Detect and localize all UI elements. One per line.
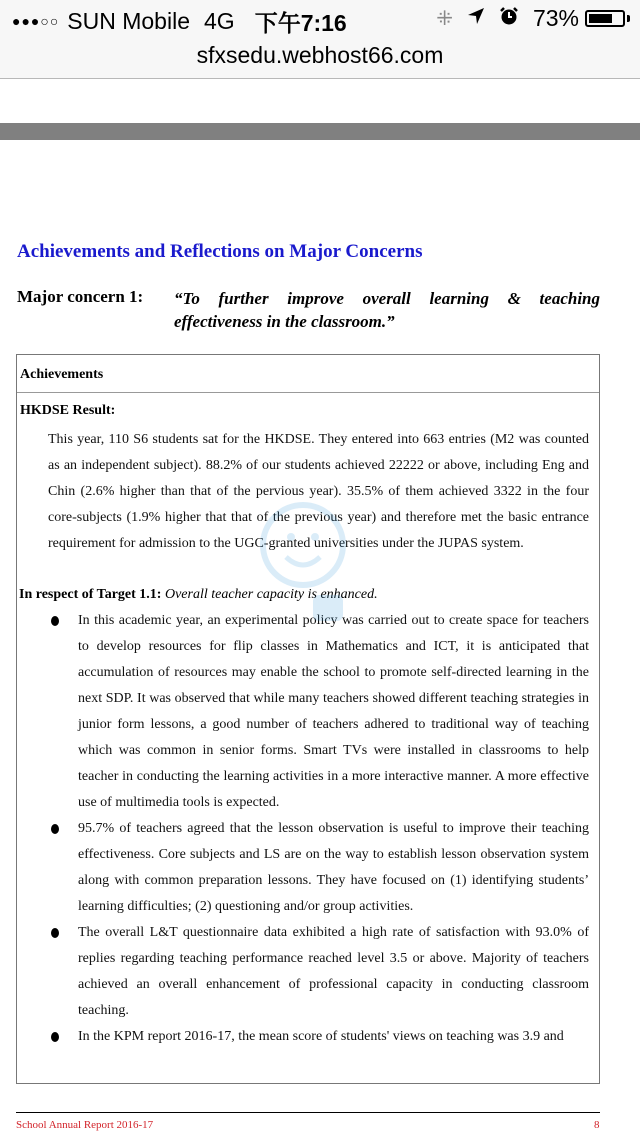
status-left — [12, 5, 347, 38]
bullet-icon — [51, 616, 59, 626]
bullet-icon — [51, 928, 59, 938]
bullet-item — [17, 608, 589, 816]
footer-rule — [16, 1112, 600, 1113]
section-heading: Achievements and Reflections on Major Concerns — [17, 241, 423, 262]
hkdse-paragraph: This year, 110 S6 students sat for the HKDSE. They entered into 663 entries (M2 was counted as an independent subject). 88.2% of our students achieved 22222 or above, including Eng and Chin (2.6% higher than that of the pervious year). 35.5% of them achieved 3322 in the four core-subjects (1.9% higher that that of the previous year) and therefore met the basic entrance requirement for admission to the UGC-granted universities under the JUPAS system. — [48, 432, 589, 551]
bullet-text: In the KPM report 2016-17, the mean score of students' views on teaching was 3.9 and — [78, 1029, 564, 1044]
alarm-icon — [499, 6, 519, 32]
battery-tip — [627, 15, 630, 22]
status-bar — [0, 0, 640, 40]
battery-level — [589, 14, 612, 23]
achievement-bullets — [17, 608, 589, 1050]
status-right — [436, 5, 630, 32]
bullet-text: 95.7% of teachers agreed that the lesson observation is useful to improve their teaching effectiveness. Core subjects and LS are on the way to establish lesson observation system along with common preparation lessons. They have focused on (1) identifying students’ learning difficulties; (2) questioning and/or group activities. — [78, 821, 589, 914]
bullet-item — [17, 816, 589, 920]
bullet-icon — [51, 1032, 59, 1042]
location-arrow-icon — [467, 7, 485, 31]
signal-strength-icon: ●●●○○ — [12, 12, 60, 29]
major-concern-label: Major concern 1: — [17, 287, 144, 306]
activity-spinner-icon: ⁜ — [436, 8, 453, 30]
major-concern-text — [174, 287, 600, 333]
footer-page-number: 8 — [594, 1119, 600, 1131]
carrier-name: SUN Mobile — [67, 8, 190, 34]
hkdse-title: HKDSE Result: — [20, 403, 116, 418]
achievements-header: Achievements — [17, 355, 599, 393]
status-time: 下午7:16 — [254, 10, 347, 36]
bullet-item — [17, 1024, 589, 1050]
url-text[interactable]: sfxsedu.webhost66.com — [196, 42, 444, 68]
target-label: In respect of Target 1.1: — [19, 587, 162, 602]
battery-icon — [585, 10, 625, 27]
bullet-icon — [51, 824, 59, 834]
major-concern-line-2: effectiveness in the classroom.” — [174, 312, 395, 331]
target-text: Overall teacher capacity is enhanced. — [164, 587, 378, 602]
page-separator — [0, 123, 640, 140]
target-line — [19, 587, 599, 603]
battery-percent: 73% — [532, 5, 579, 31]
network-type: 4G — [204, 8, 235, 34]
major-concern-line-1: “To further improve overall learning & teaching — [174, 289, 600, 308]
address-bar[interactable] — [0, 40, 640, 79]
footer-title: School Annual Report 2016-17 — [16, 1119, 154, 1131]
bullet-text: The overall L&T questionnaire data exhibited a high rate of satisfaction with 93.0% of replies regarding teaching performance reached level 3.5 or above. Majority of teachers achieved an overall enhancement of professional capacity in conducting classroom teaching. — [78, 925, 589, 1018]
bullet-item — [17, 920, 589, 1024]
achievements-table — [16, 354, 600, 1084]
bullet-text: In this academic year, an experimental policy was carried out to create space for teachers to develop resources for flip classes in Mathematics and ICT, it is anticipated that accumulation of resources may enable the school to promote self-directed learning in the next SDP. It was observed that while many teachers showed different teaching strategies in junior form lessons, a good number of teachers adhered to traditional way of teaching which was common in senior forms. Smart TVs were installed in classrooms to help teacher in conducting the learning activities in a more interactive manner. A more effective use of multimedia tools is expected. — [78, 613, 589, 810]
